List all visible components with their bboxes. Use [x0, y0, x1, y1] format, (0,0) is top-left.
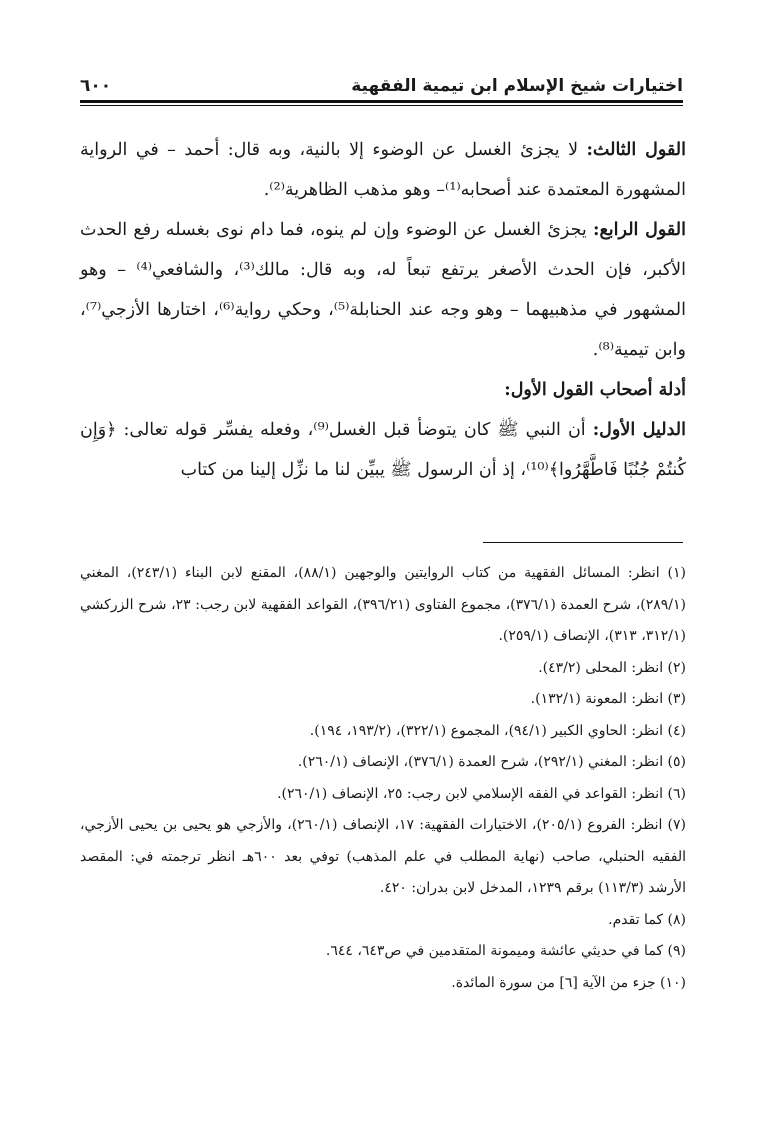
footnote: (٣) انظر: المعونة (١٣٢/١).: [530, 691, 686, 707]
page-number: ٦٠٠: [80, 76, 112, 96]
footnote: (١) انظر: المسائل الفقهية من كتاب الروايتين والوجهين (٨٨/١)، المقنع لابن البناء (٢٤٣/١)، المغني (٢٨٩/١)، شرح العمدة (٣٧٦/١)، مجموع الفتاوى (٣٩٦/٢١)، القواعد الفقهية لابن رجب: ٢٣، شرح الزركشي (٣١٢/١، ٣١٣)، الإنصاف (٢٥٩/١).: [80, 565, 687, 644]
footnote: (٢) انظر: المحلى (٤٣/٢).: [538, 659, 686, 676]
header-title: اختيارات شيخ الإسلام ابن تيمية الفقهية: [351, 76, 683, 96]
footnote: (٨) كما تقدم.: [608, 911, 686, 928]
footnote: (٧) انظر: الفروع (٢٠٥/١)، الاختيارات الفقهية: ١٧، الإنصاف (٢٦٠/١)، والأزجي هو يحيى بن يحيى الأزجي، الفقيه الحنبلي، صاحب (نهاية المطلب في علم المذهب) توفي بعد ٦٠٠هـ انظر ترجمته في: المقصد الأرشد (١١٣/٣) برقم ١٢٣٩، المدخل لابن بدران: ٤٢٠.: [80, 817, 687, 896]
header-rule: [80, 100, 683, 103]
paragraph-first-evidence: [80, 410, 686, 490]
paragraph-fourth-opinion: [80, 210, 686, 370]
running-header: [80, 64, 683, 98]
main-text: [80, 130, 686, 490]
paragraph-third-opinion: [80, 130, 686, 210]
footnote: (١٠) جزء من الآية [٦] من سورة المائدة.: [451, 974, 686, 991]
footnote: (٦) انظر: القواعد في الفقه الإسلامي لابن رجب: ٢٥، الإنصاف (٢٦٠/١).: [277, 785, 686, 802]
footnote: (٥) انظر: المغني (٢٩٢/١)، شرح العمدة (٣٧٦/١)، الإنصاف (٢٦٠/١).: [297, 754, 686, 770]
footnote-separator: [483, 542, 683, 543]
paragraph-label: الدليل الأول:: [592, 420, 687, 440]
footnote: (٤) انظر: الحاوي الكبير (٩٤/١)، المجموع (٣٢٢/١)، (١٩٣/٢، ١٩٤).: [309, 722, 686, 739]
footnotes: [80, 558, 686, 999]
paragraph-text: لا يجزئ الغسل عن الوضوء إلا بالنية، وبه قال: أحمد – في الرواية المشهورة المعتمدة عند أصحابه⁽¹⁾– وهو مذهب الظاهرية⁽²⁾.: [80, 140, 686, 200]
paragraph-text: يجزئ الغسل عن الوضوء وإن لم ينوه، فما دام نوى بغسله رفع الحدث الأكبر، فإن الحدث الأصغر يرتفع تبعاً له، وبه قال: مالك⁽³⁾، والشافعي⁽⁴⁾ – وهو المشهور في مذهبيهما – وهو وجه عند الحنابلة⁽⁵⁾، وحكي رواية⁽⁶⁾، اختارها الأزجي⁽⁷⁾، وابن تيمية⁽⁸⁾.: [80, 220, 687, 360]
paragraph-label: القول الثالث:: [586, 140, 686, 160]
paragraph-text: أن النبي ﷺ كان يتوضأ قبل الغسل⁽⁹⁾، وفعله يفسِّر قوله تعالى: ﴿وَإِن كُنتُمْ جُنُبًا فَاطَّهَّرُوا﴾⁽¹⁰⁾، إذ أن الرسول ﷺ يبيِّن لنا ما نزِّل إلينا من كتاب: [80, 420, 686, 480]
paragraph-label: القول الرابع:: [593, 220, 686, 240]
header-rule-secondary: [80, 105, 683, 106]
section-title: أدلة أصحاب القول الأول:: [504, 380, 686, 400]
footnote: (٩) كما في حديثي عائشة وميمونة المتقدمين في ص٦٤٣، ٦٤٤.: [325, 943, 686, 959]
